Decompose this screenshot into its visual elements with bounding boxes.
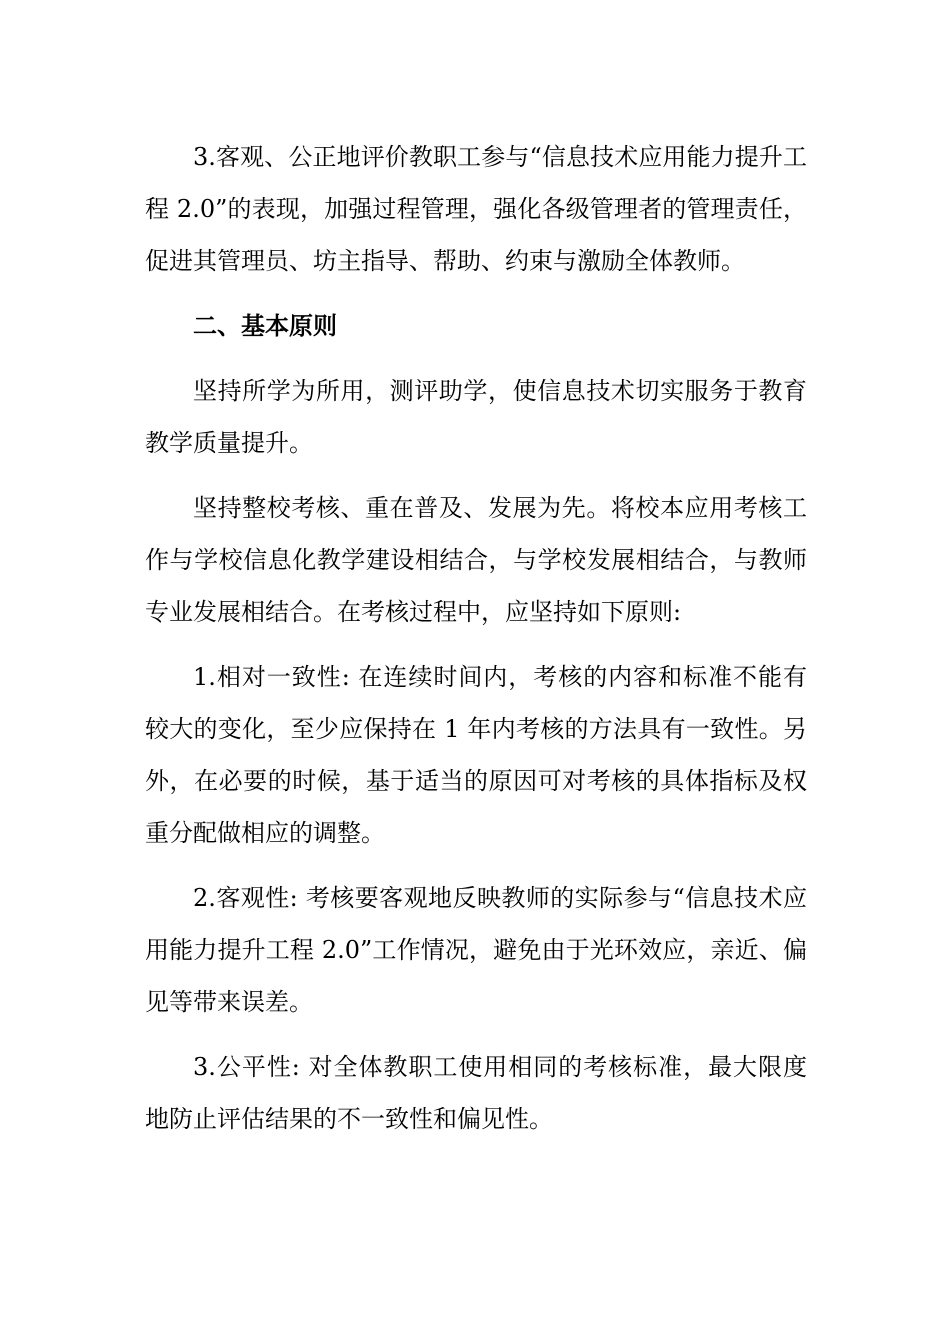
paragraph-principle-learning: 坚持所学为所用，测评助学，使信息技术切实服务于教育教学质量提升。 (145, 377, 807, 457)
paragraph-principle-fairness: 3.公平性: 对全体教职工使用相同的考核标准，最大限度地防止评估结果的不一致性和偏见性。 (145, 1053, 807, 1133)
paragraph-objective-3: 3.客观、公正地评价教职工参与“信息技术应用能力提升工程 2.0”的表现，加强过程管理，强化各级管理者的管理责任，促进其管理员、坊主指导、帮助、约束与激励全体教师。 (145, 143, 807, 275)
paragraph-principle-consistency: 1.相对一致性: 在连续时间内，考核的内容和标准不能有较大的变化，至少应保持在 1 年内考核的方法具有一致性。另外，在必要的时候，基于适当的原因可对考核的具体指标及权重分配做相应的调整。 (145, 663, 807, 847)
paragraph-principle-objectivity: 2.客观性: 考核要客观地反映教师的实际参与“信息技术应用能力提升工程 2.0”工作情况，避免由于光环效应，亲近、偏见等带来误差。 (145, 884, 807, 1016)
paragraph-principle-whole-school: 坚持整校考核、重在普及、发展为先。将校本应用考核工作与学校信息化教学建设相结合，与学校发展相结合，与教师专业发展相结合。在考核过程中，应坚持如下原则: (145, 494, 807, 626)
section-heading-basic-principles: 二、基本原则 (193, 311, 337, 340)
document-body (145, 131, 807, 1158)
